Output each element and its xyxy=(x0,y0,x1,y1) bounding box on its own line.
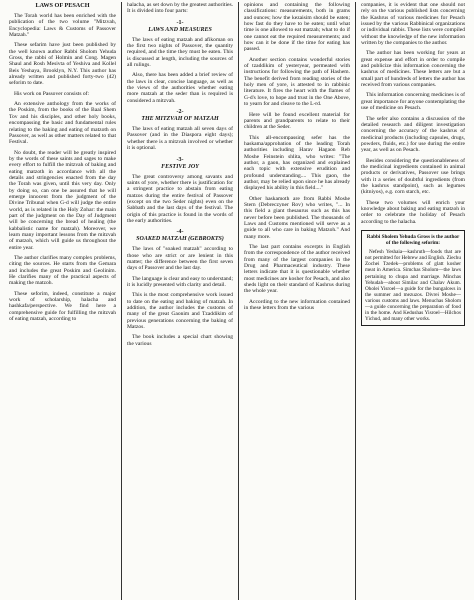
paragraph: Another section contains wonderful stories of tzaddikim of yesteryear, permeated with instructions for following the path of Hashem. The benefit derived from reading stories of the holy men of yore, is attested to in rabbinic literature. It fires the heart with the flames of G-d's love, to hope and trust in the One Above, to yearn for and cleave to the L-rd. xyxy=(244,56,350,108)
paragraph: The language is clear and easy to understand; it is lucidly presented with clarity and detail. xyxy=(127,275,233,288)
paragraph: An extensive anthology from the works of the Poskim, from the books of the Baal Shem Tov and his disciples, and other holy books, encompassing the basic and fundamental rules relating to the baking and eating of matzoth on Passover, as well as other matters related to that Festival. xyxy=(9,101,116,146)
section-heading: SOAKED MATZAH (GEBROKTS) xyxy=(136,236,224,243)
paragraph: opinions and containing the following classifications: measurements, both in grams and ounces; how the kezaisim should be eaten; how fast do they have to be eaten; until what time is one allowed to eat matzah; what to do if one cannot eat the required measurements; and how can it be done if the time for eating has passed. xyxy=(244,2,350,53)
paragraph: The laws of eating matzah and afikoman on the first two nights of Passover, the quantity required, and the time they must be eaten. This is discussed at length, including the sources of all rulings. xyxy=(127,36,233,69)
paragraph: Other haskamoth are from Rabbi Moshe Stern (Debreczyner Rov) who writes, "... In this field a giant thesaurus such as this has never before been published. The thousands of Laws and Customs mentioned will serve as a guide to all who care in baking Matzoh." And many more. xyxy=(244,195,350,240)
paragraph: The author has been working for years at great expense and effort in order to compile and publicize this information concerning the kashrus of medicines. These letters are but a small part of hundreds of letters the author has received from various companies. xyxy=(361,50,465,89)
section-number: -1- xyxy=(176,19,184,26)
column-3 xyxy=(238,2,355,600)
paragraph: This all-encompassing sefer has the haskama/approbation of the leading Torah authorities including Harav Hagaon Reb Moshe Feinstein shlita, who writes: "The author, a gaon, has organized and explained each topic with extensive erudition and profound understanding.... This gaon, the author, may be relied upon since he has already displayed his ability in this field...." xyxy=(244,134,350,192)
paragraph: Here will be found excellent material for parents and grandparents to relate to their children at the Seder. xyxy=(244,111,350,131)
author-bio-box xyxy=(361,230,465,326)
paragraph: companies, it is evident that one should not rely on the various published lists concerning the Kashrus of various medicines for Pesach issued by the various Rabbinical organizations or individual rabbis. These lists were compiled without the knowledge of the new information written by the companies to the author. xyxy=(361,2,465,47)
section-number: -2- xyxy=(176,109,184,116)
section-number: -4- xyxy=(176,229,184,236)
paragraph: The great controversy among savants and saints of yore, whether there is justification for a stringent practice to abstain from eating matzos during the entire festival of Passover (except on the two Seder nights) even on the Sabbath and the last days of the festival. The origin of this practice is found in the words of the early authorities. xyxy=(127,173,233,224)
section-heading: FESTIVE JOY xyxy=(161,163,199,170)
author-bio-text: Nefesh Yeshaia—kashruth—foods that are not permitted for Hebrew and English. Ziechu Zochei Tzedek—problems of glatt kosher meat in America. Simchas Sholom—the laws pertaining to chupa and marriage. Minchas Yehudah—about Similac and Chalav Akum. Oholei Yisroel—a guide for the bungalows in the summer and mezuzos. Divrei Moshe—various customs and laws. Menuchas Sholom—a guide concerning the preparation of food in the home. And Kedushas Yisroel—Hilchos Yichud, and many other works. xyxy=(365,249,461,323)
paragraph: Besides considering the questionableness of the medicinal ingredients contained in animal products or derivatives, Passover use brings with it a series of doubtful ingredients (from the kashrus standpoint), such as legumes (kitniyos), e.g. corn starch, etc. xyxy=(361,157,465,196)
article-title: LAWS OF PESACH xyxy=(35,2,90,9)
column-2 xyxy=(121,2,238,600)
paragraph: These two volumes will enrich your knowledge about baking and eating matzoh in order to celebrate the holiday of Pesach according to the halacha. xyxy=(361,199,465,225)
paragraph: These seforim, indeed, constitute a major work of scholarship, halacha and hashkafa/perspective. We find here a comprehensive guide for fulfilling the mitzvah of eating matzah, according to xyxy=(9,290,116,323)
article-columns xyxy=(4,2,470,600)
paragraph: halacha, as set down by the greatest authorities. It is divided into four parts: xyxy=(127,2,233,15)
paragraph: This is the most comprehensive work issued to date on the eating and baking of matzah. In addition, the author includes the customs of many of the great Gaonim and Tzaddikim of previous generations concerning the baking of Matzos. xyxy=(127,292,233,331)
paragraph: The author clarifies many complex problems, citing the sources. He starts from the Gemara and includes the great Poskim and Geolinim. He clarifies many of the practical aspects of making the matzoh. xyxy=(9,255,116,287)
paragraph: No doubt, the reader will be greatly inspired by the words of these saints and sages to make every effort to fulfill the mitzvah of baking and eating matzoth in accordance with all the details and stringencies enacted from the day the Torah was given, until this very day. Only by doing so, can one be assured that he will emerge innocent from the judgment of the Divine Tribunal when G-d will judge the entire world, as is related in the Holy Zohar: the main part of the judgment on the Day of Judgment will be concerning the bread of healing (the kabbalistic name for matzah). Moreover, we learn many important lessons from the mitzvah of matzoh, which will guide us throughout the entire year. xyxy=(9,149,116,251)
paragraph: According to the new information contained in these letters from the various xyxy=(244,298,350,312)
section-heading: THE MITZVAH OF MATZAH xyxy=(141,116,219,123)
paragraph: These sefarim have just been published by the well known author Rabbi Sholom Yehuda Gross, the rabbi of Holmin and Cong. Magen Shaul and Rosh Mesivta of Yeshiva and Kollel Beis Yeshaya, Brooklyn, N.Y. This author has already written and published forty-two (42) seforim to date. xyxy=(9,42,116,87)
paragraph: The book includes a special chart showing the various xyxy=(127,334,233,347)
paragraph: The laws of eating matzah all seven days of Passover (and in the Diaspora eight days); whether there is a mitzvah involved or whether it is optional. xyxy=(127,126,233,152)
column-1 xyxy=(4,2,121,600)
paragraph: The sefer also contains a discussion of the detailed research and diligent investigation concerning the accuracy of the kashrus of medicinal products (including capsules, drugs, powders, fluids, etc.) for use during the entire year, as well as on Pesach. xyxy=(361,115,465,154)
column-4 xyxy=(355,2,470,600)
section-number: -3- xyxy=(176,156,184,163)
paragraph: The last part contains excerpts in English from the correspondence of the author received from many of the largest companies in the Drug and Pharmaceutical industry. These letters indicate that it is questionable whether most medicines are kosher for Pesach, and also sheds light on their standard of Kashrus during the whole year. xyxy=(244,244,350,295)
paragraph: Also, there has been added a brief review of the laws in clear, concise language, as well as the views of the authorities whether eating more matzah at the seder than is required is considered a mitzvah. xyxy=(127,72,233,104)
paragraph: The Torah world has been enriched with the publication of the two volume "Mitzvah, Encyclopedia: Laws & Customs of Passover Matzah." xyxy=(9,13,116,39)
author-bio-heading: Rabbi Sholem Yehuda Gross is the author of the following seforim: xyxy=(366,234,460,247)
paragraph: This information concerning medicines is of great importance for anyone contemplating the use of medicine on Pesach. xyxy=(361,92,465,112)
paragraph: His work on Passover consists of: xyxy=(14,90,90,97)
section-heading: LAWS AND MEASURES xyxy=(148,26,212,33)
paragraph: The laws of "soaked matzah" according to those who are strict or are lenient in this matter; the difference between the first seven days of Passover and the last day. xyxy=(127,246,233,272)
